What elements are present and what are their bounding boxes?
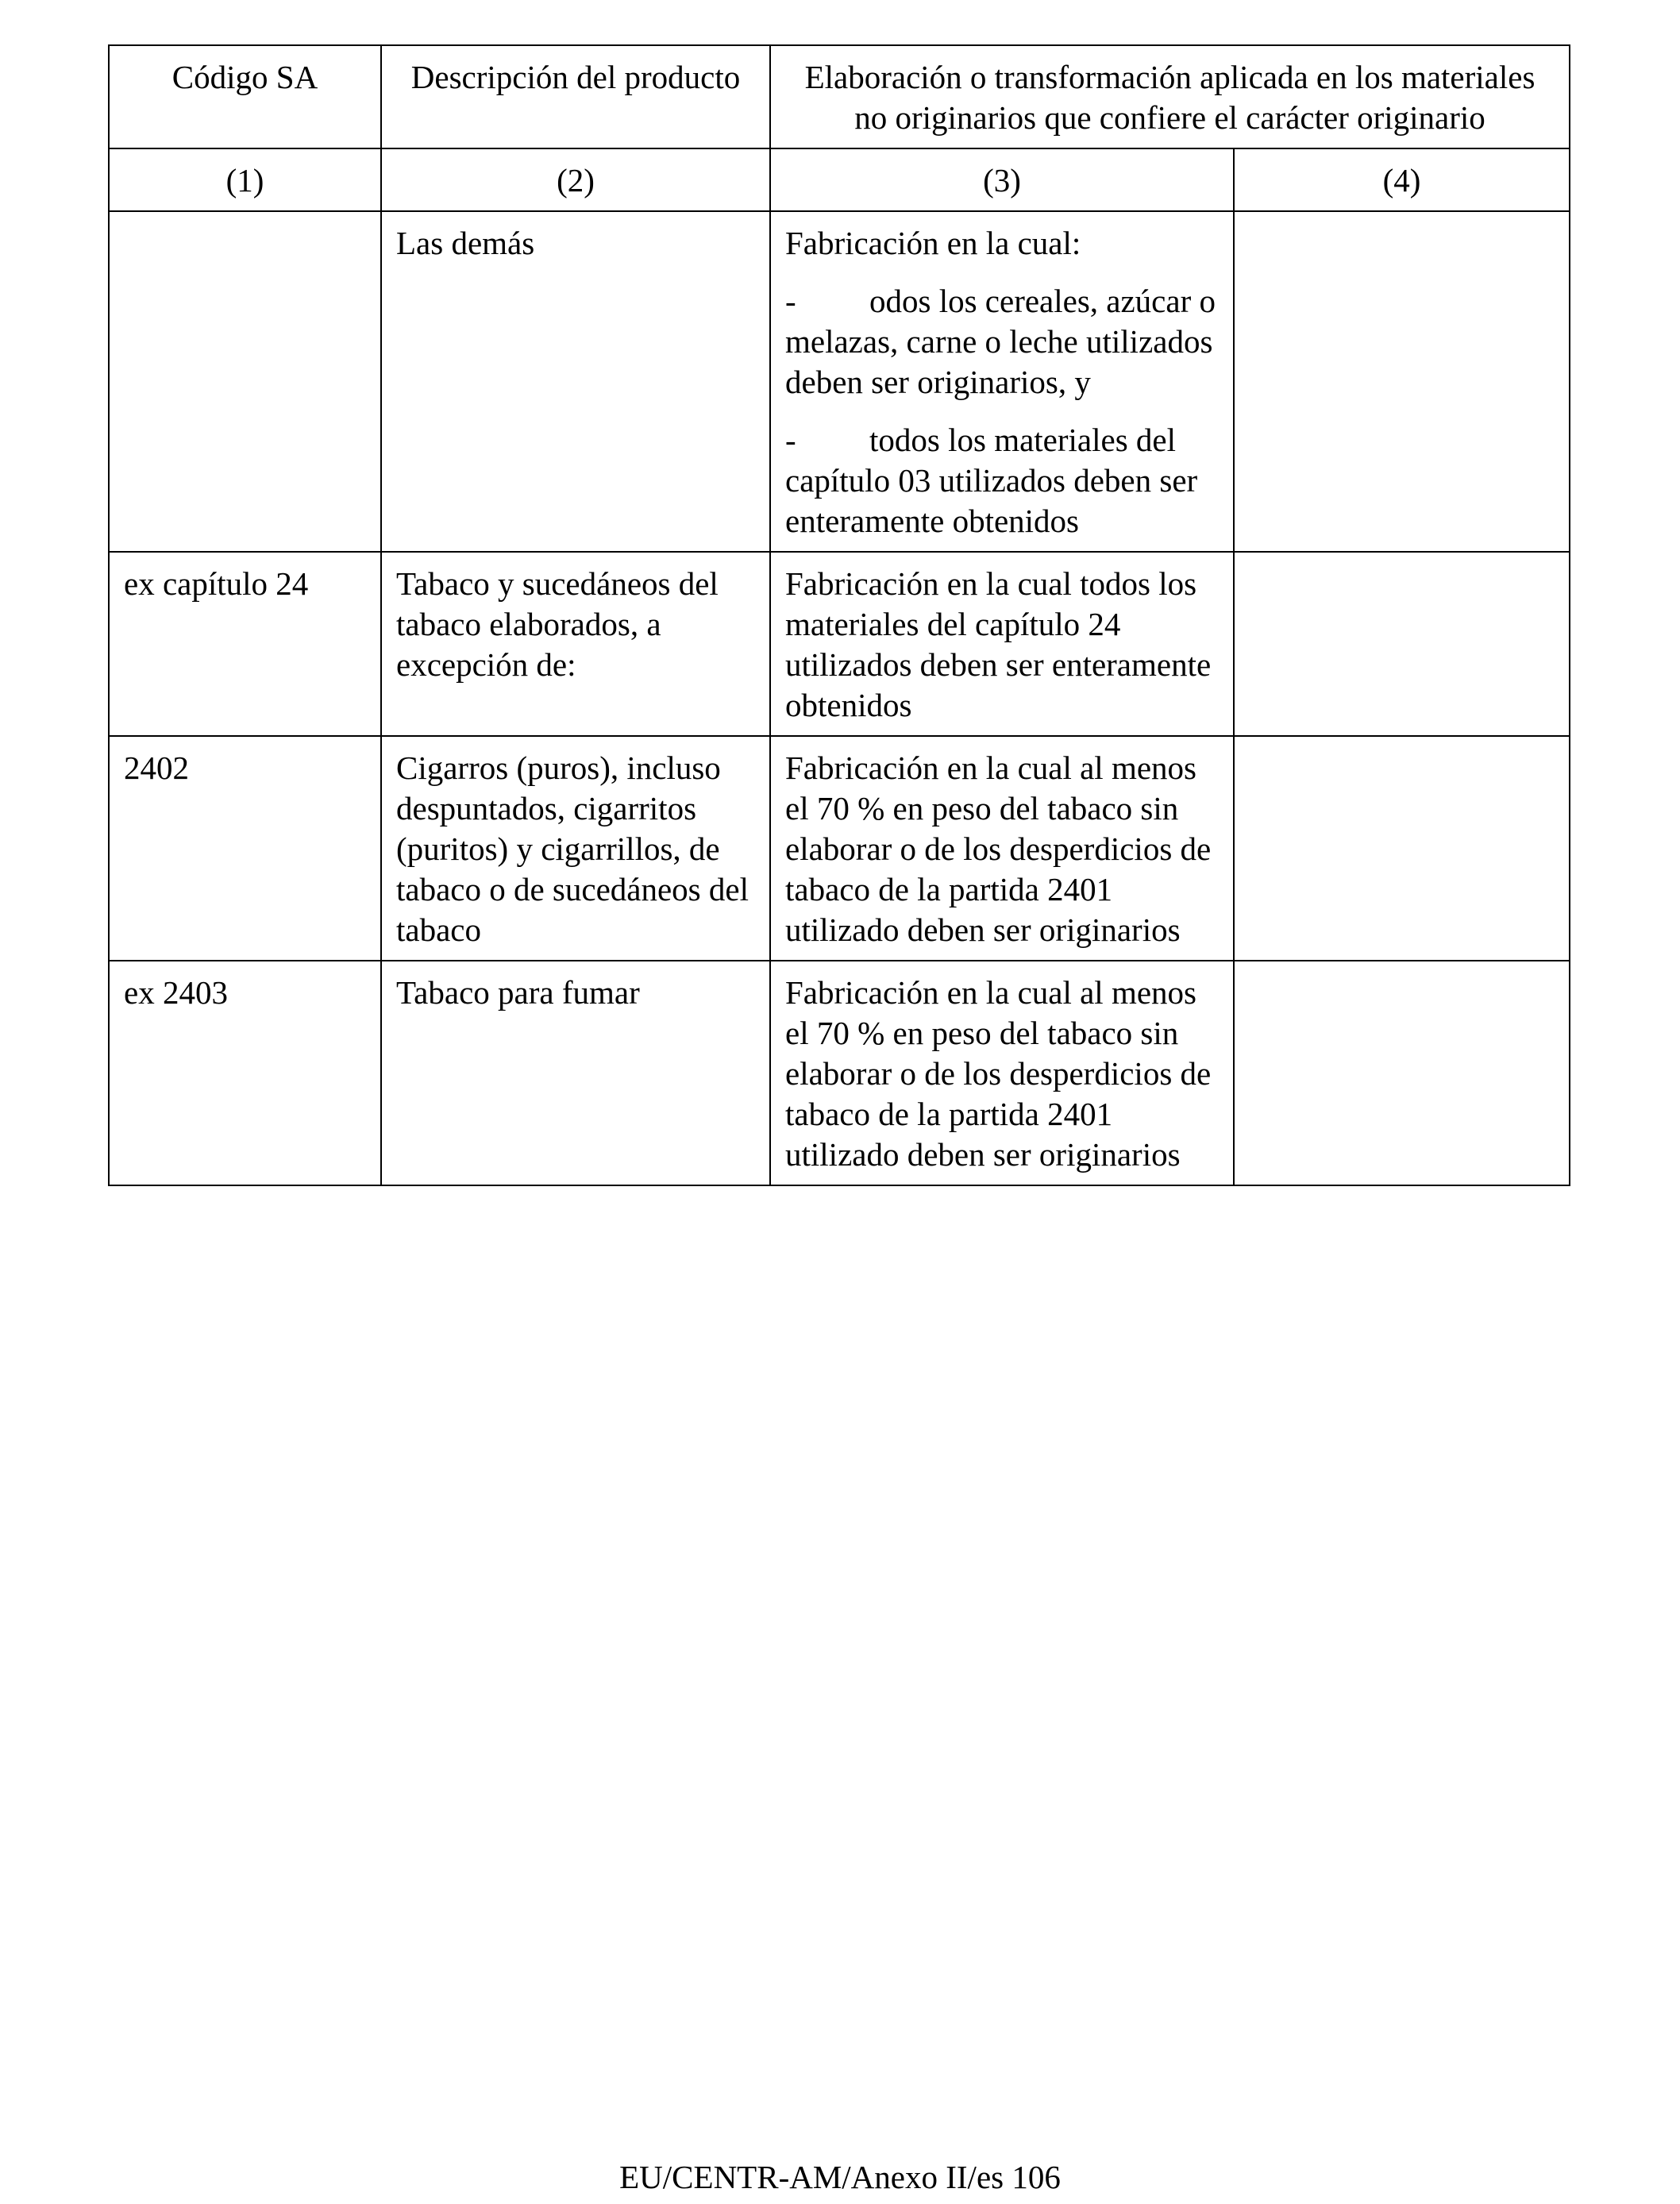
- list-dash: -: [785, 283, 796, 319]
- rule-cell: Fabricación en la cual al menos el 70 % en peso del tabaco sin elaborar o de los desperdicios de tabaco de la partida 2401 utilizado deben ser originarios: [770, 736, 1234, 961]
- column-number-row: [109, 148, 1570, 211]
- rules-of-origin-table: [108, 44, 1570, 1186]
- table-row: [109, 211, 1570, 552]
- column-number-4: (4): [1234, 148, 1570, 211]
- column-4-cell: [1234, 211, 1570, 552]
- column-4-cell: [1234, 736, 1570, 961]
- column-number-1: (1): [109, 148, 381, 211]
- description-cell: Tabaco para fumar: [381, 961, 770, 1185]
- description-cell: Cigarros (puros), incluso despuntados, cigarritos (puritos) y cigarrillos, de tabaco o de sucedáneos del tabaco: [381, 736, 770, 961]
- list-dash: -: [785, 422, 796, 458]
- column-4-cell: [1234, 552, 1570, 736]
- column-number-2: (2): [381, 148, 770, 211]
- rule-list-item-text: odos los cereales, azúcar o melazas, carne o leche utilizados deben ser originarios, y: [785, 283, 1216, 400]
- table-row: [109, 552, 1570, 736]
- description-cell: Las demás: [381, 211, 770, 552]
- header-working-processing: Elaboración o transformación aplicada en los materiales no originarios que confiere el carácter originario: [770, 45, 1570, 148]
- hs-code-cell: ex capítulo 24: [109, 552, 381, 736]
- description-cell: Tabaco y sucedáneos del tabaco elaborados, a excepción de:: [381, 552, 770, 736]
- hs-code-cell: 2402: [109, 736, 381, 961]
- rule-intro: Fabricación en la cual:: [785, 225, 1081, 261]
- column-number-3: (3): [770, 148, 1234, 211]
- hs-code-cell: [109, 211, 381, 552]
- table-row: [109, 961, 1570, 1185]
- rule-list-item: [785, 420, 1219, 541]
- rule-list-item: [785, 281, 1219, 403]
- rule-cell: [770, 211, 1234, 552]
- rule-list-item-text: todos los materiales del capítulo 03 utilizados deben ser enteramente obtenidos: [785, 422, 1198, 539]
- column-4-cell: [1234, 961, 1570, 1185]
- header-product-description: Descripción del producto: [381, 45, 770, 148]
- hs-code-cell: ex 2403: [109, 961, 381, 1185]
- page-footer: EU/CENTR-AM/Anexo II/es 106: [619, 2159, 1061, 2195]
- rule-cell: Fabricación en la cual al menos el 70 % en peso del tabaco sin elaborar o de los desperdicios de tabaco de la partida 2401 utilizado deben ser originarios: [770, 961, 1234, 1185]
- table-header-row: [109, 45, 1570, 148]
- rule-cell: Fabricación en la cual todos los materiales del capítulo 24 utilizados deben ser enteramente obtenidos: [770, 552, 1234, 736]
- header-hs-code: Código SA: [109, 45, 381, 148]
- table-row: [109, 736, 1570, 961]
